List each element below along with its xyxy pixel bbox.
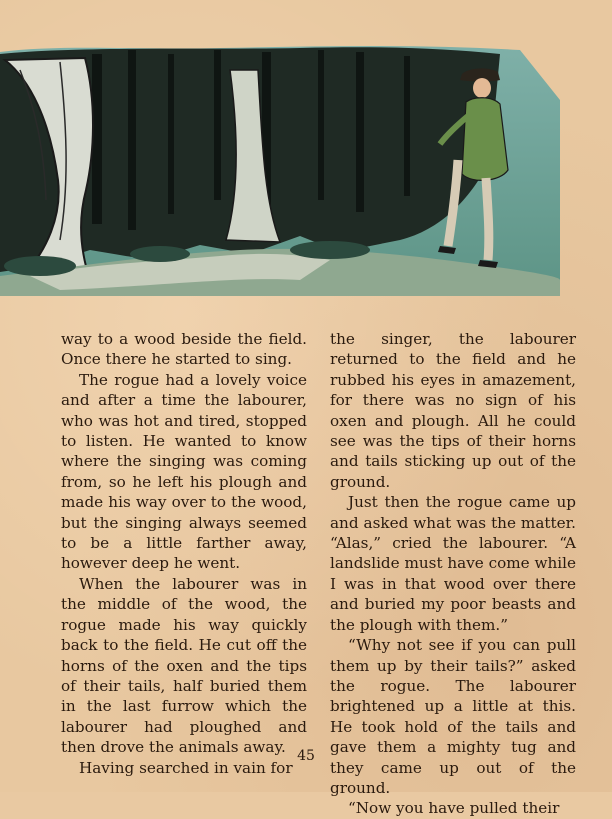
paragraph: Just then the rogue came up and asked what was the matter. “Alas,” cried the labourer. “A landslide must have come while I was in that wood over there and buried my poor beasts and the plough with them.”	[330, 493, 576, 634]
paragraph: the singer, the labourer returned to the field and he rubbed his eyes in amazement, for there was no sign of his oxen and plough. All he could see was the tips of their horns and tails sticking up out of the ground.	[330, 330, 576, 491]
paragraph: Having searched in vain for	[79, 758, 293, 777]
paragraph: The rogue had a lovely voice and after a time the labourer, who was hot and tired, stopped to listen. He wanted to know where the singing was coming from, so he left his plough and made his way over to the wood, but the singing always seemed to be a little farther away, however deep he went.	[61, 370, 307, 573]
paragraph: When the labourer was in the middle of the wood, the rogue made his way quickly back to the field. He cut off the horns of the oxen and the tips of their tails, half buried them in the last furrow which the labourer had ploughed and then drove the animals away.	[61, 574, 307, 757]
right-text-column	[330, 329, 576, 819]
paragraph: “Now you have pulled their	[348, 799, 560, 818]
paragraph: “Why not see if you can pull them up by their tails?” asked the rogue. The labourer brightened up a little at this. He took hold of the tails and gave them a mighty tug and they came up out of the ground.	[330, 636, 576, 797]
page-number: 45	[297, 748, 315, 764]
paragraph: way to a wood beside the field. Once there he started to sing.	[61, 330, 307, 369]
left-text-column	[61, 329, 307, 778]
forest-illustration	[0, 40, 612, 296]
